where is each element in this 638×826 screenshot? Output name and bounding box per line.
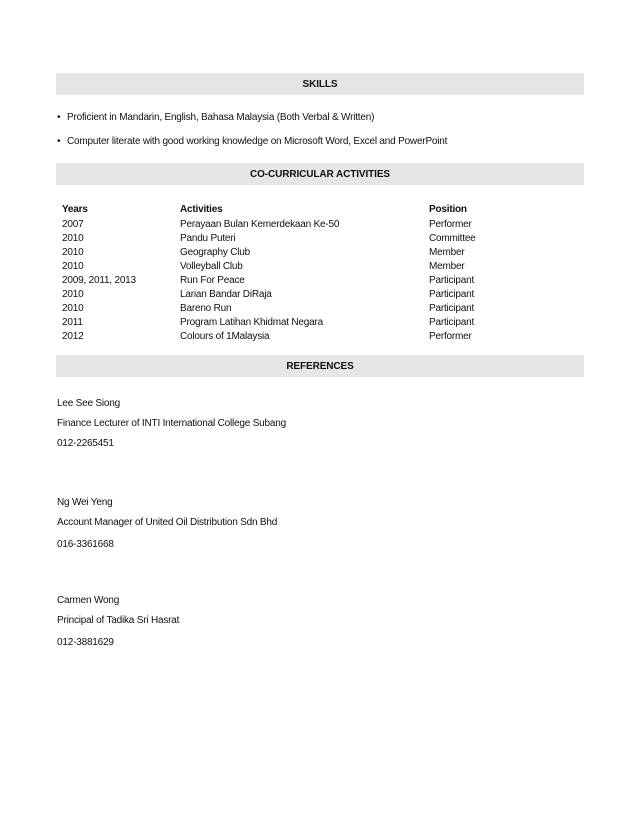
skills-item <box>57 136 447 147</box>
bullet-icon: • <box>57 112 61 123</box>
activity-name: Pandu Puteri <box>180 233 236 244</box>
table-row <box>57 274 519 288</box>
reference-phone: 012-2265451 <box>57 438 114 449</box>
reference-name: Ng Wei Yeng <box>57 497 113 508</box>
activity-position: Participant <box>429 289 475 300</box>
activity-position: Participant <box>429 275 475 286</box>
activity-name: Run For Peace <box>180 275 245 286</box>
skills-item <box>57 112 374 123</box>
reference-phone: 012-3881629 <box>57 637 114 648</box>
activity-year: 2011 <box>62 317 83 328</box>
activity-year: 2009, 2011, 2013 <box>62 275 136 286</box>
activity-year: 2010 <box>62 303 84 314</box>
activity-position: Performer <box>429 331 472 342</box>
reference-name: Lee See Siong <box>57 398 121 409</box>
activity-position: Performer <box>429 219 472 230</box>
reference-title: Finance Lecturer of INTI International College Subang <box>57 418 286 429</box>
references-heading: REFERENCES <box>286 360 354 372</box>
activity-name: Larian Bandar DiRaja <box>180 289 272 300</box>
column-header-years: Years <box>62 204 88 215</box>
activity-position: Participant <box>429 303 475 314</box>
reference-phone: 016-3361668 <box>57 539 114 550</box>
activity-year: 2010 <box>62 247 84 258</box>
column-header-position: Position <box>429 204 467 215</box>
activity-name: Colours of 1Malaysia <box>180 331 270 342</box>
references-heading-bar <box>56 355 584 377</box>
activity-year: 2010 <box>62 233 84 244</box>
activity-name: Geography Club <box>180 247 251 258</box>
cocurricular-heading-bar <box>56 163 584 185</box>
table-row <box>57 288 519 302</box>
skills-item-text: Computer literate with good working knowledge on Microsoft Word, Excel and PowerPoint <box>67 136 448 147</box>
table-row <box>57 316 519 330</box>
table-header-row <box>57 202 519 218</box>
cocurricular-heading: CO-CURRICULAR ACTIVITIES <box>249 168 390 180</box>
activities-table <box>57 202 519 344</box>
table-row <box>57 330 519 344</box>
bullet-icon: • <box>57 136 61 147</box>
reference-title: Principal of Tadika Sri Hasrat <box>57 615 180 626</box>
table-row <box>57 246 519 260</box>
activity-name: Bareno Run <box>180 303 232 314</box>
activity-name: Volleyball Club <box>180 261 243 272</box>
column-header-activities: Activities <box>180 204 223 215</box>
activity-position: Participant <box>429 317 475 328</box>
skills-heading-bar <box>56 73 584 95</box>
activity-year: 2012 <box>62 331 84 342</box>
table-row <box>57 302 519 316</box>
table-row <box>57 218 519 232</box>
activity-position: Member <box>429 247 465 258</box>
table-row <box>57 260 519 274</box>
reference-name: Carmen Wong <box>57 595 120 606</box>
activity-year: 2007 <box>62 219 84 230</box>
activity-year: 2010 <box>62 289 84 300</box>
activity-name: Perayaan Bulan Kemerdekaan Ke-50 <box>180 219 340 230</box>
activity-name: Program Latihan Khidmat Negara <box>180 317 323 328</box>
table-row <box>57 232 519 246</box>
activity-position: Member <box>429 261 465 272</box>
skills-item-text: Proficient in Mandarin, English, Bahasa Malaysia (Both Verbal & Written) <box>67 112 375 123</box>
skills-heading: SKILLS <box>302 78 338 90</box>
activity-position: Committee <box>429 233 476 244</box>
reference-title: Account Manager of United Oil Distribution Sdn Bhd <box>57 517 278 528</box>
activity-year: 2010 <box>62 261 84 272</box>
